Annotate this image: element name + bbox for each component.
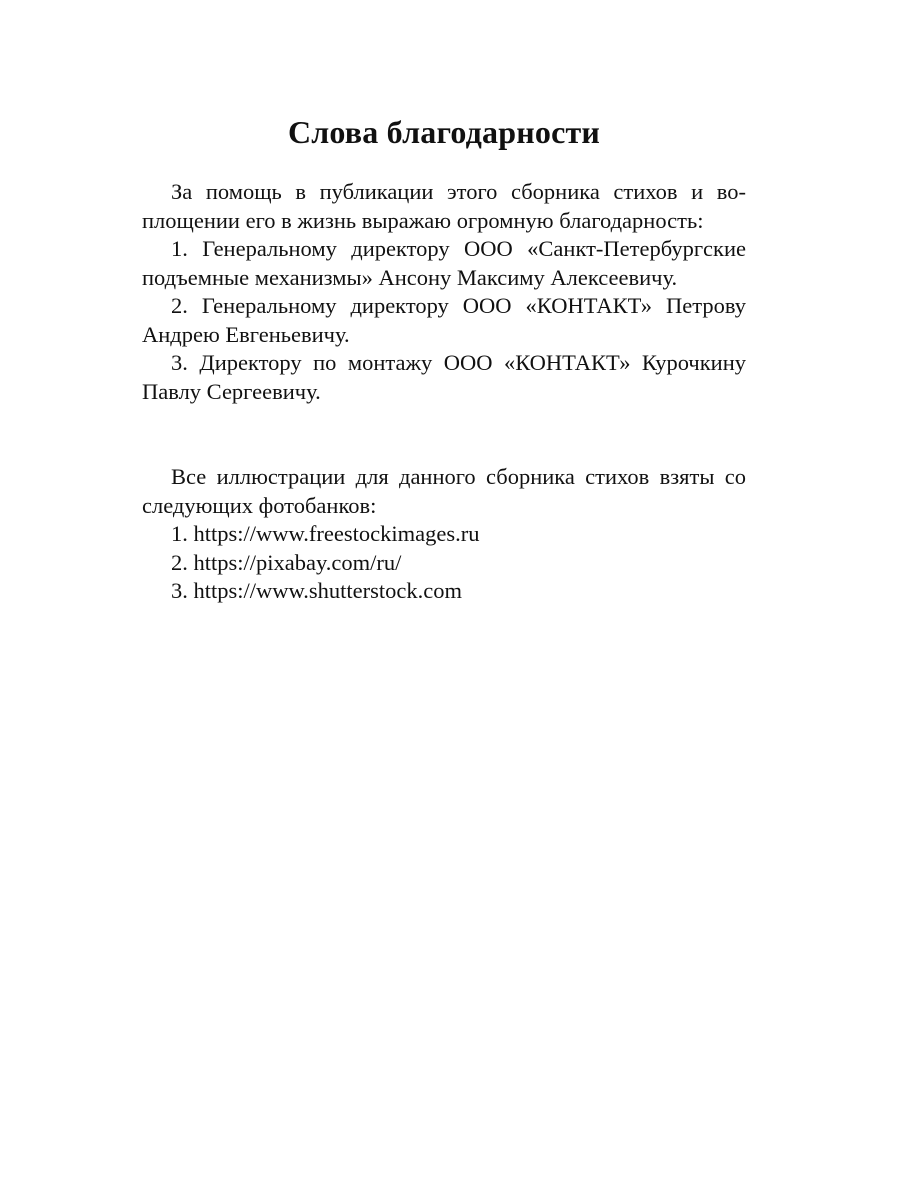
photobank-source: 2. https://pixabay.com/ru/ <box>171 549 402 575</box>
acknowledgements-intro: За помощь в публикации этого сборника стихов и воплощении его в жизнь выражаю огромную благодарность: <box>142 179 746 233</box>
section-spacer <box>142 406 746 463</box>
acknowledgements-section <box>142 178 746 406</box>
acknowledgement-item: 3. Директору по монтажу ООО «КОНТАКТ» Курочкину Павлу Сергеевичу. <box>142 350 746 404</box>
illustrations-section <box>142 463 746 606</box>
photobank-source: 1. https://www.freestockimages.ru <box>171 521 480 546</box>
document-page <box>142 108 746 606</box>
photobank-source: 3. https://www.shutterstock.com <box>171 578 463 603</box>
acknowledgement-item: 2. Генеральному директору ООО «КОНТАКТ» Петрову Андрею Евгеньевичу. <box>142 293 746 347</box>
page-title: Слова благодарности <box>287 114 601 150</box>
acknowledgement-item: 1. Генеральному директору ООО «Санкт-Петербургские подъемные механизмы» Ансону Максиму Алексеевичу. <box>142 236 746 290</box>
illustrations-intro: Все иллюстрации для данного сборника стихов взяты со следующих фотобанков: <box>142 464 746 518</box>
